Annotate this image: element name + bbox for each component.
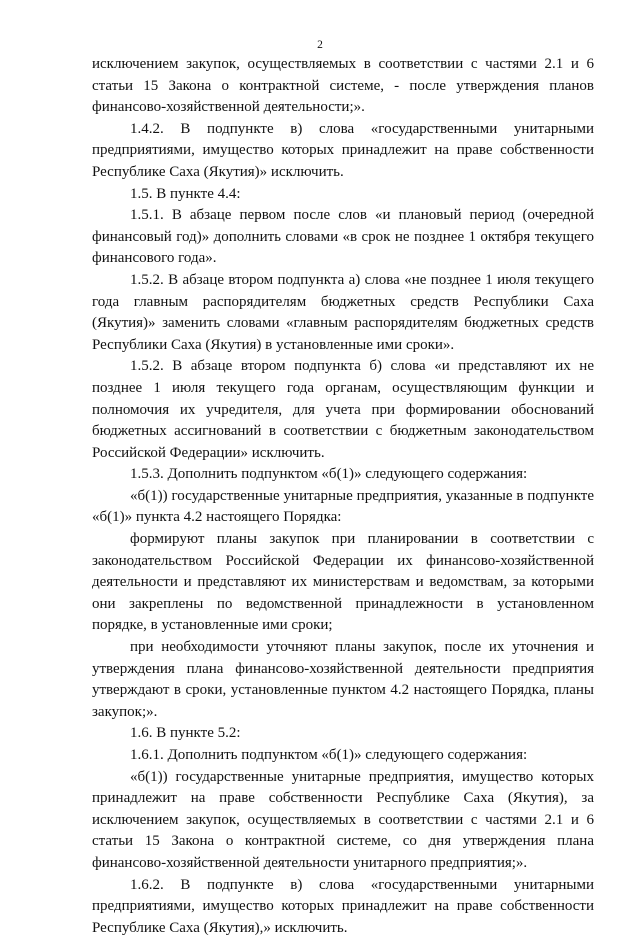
paragraph-1-6-1-text: «б(1)) государственные унитарные предприятия, имущество которых принадлежит на праве собственности Республике Саха (Якутия), за исключением закупок, осуществляемых в соответствии с частями 2.1 и 6 статьи 15 Закона о контрактной системе, со дня утверждения плана финансово-хозяйственной деятельности унитарного предприятия;». bbox=[92, 768, 594, 871]
paragraph-continuation: исключением закупок, осуществляемых в соответствии с частями 2.1 и 6 статьи 15 Закона о контрактной системе, - после утверждения планов финансово-хозяйственной деятельности;». bbox=[92, 56, 594, 116]
paragraph-1-5-2-b: 1.5.2. В абзаце втором подпункта б) слова «и представляют их не позднее 1 июля текущего года органам, осуществляющим функции и полномочия их учредителя, для учета при формировании обоснований бюджетных ассигнований в соответствии с бюджетным законодательством Российской Федерации» исключить. bbox=[92, 358, 594, 461]
paragraph-1-5-2-a: 1.5.2. В абзаце втором подпункта а) слова «не позднее 1 июля текущего года главным распорядителям бюджетных средств Республики Саха (Якутия)» заменить словами «главным распорядителям бюджетных средств Республики Саха (Якутия) в установленные ими сроки». bbox=[92, 271, 594, 353]
page-number: 2 bbox=[317, 39, 323, 51]
paragraph-1-5-1: 1.5.1. В абзаце первом после слов «и плановый период (очередной финансовый год)» дополнить словами «в срок не позднее 1 октября текущего финансового года». bbox=[92, 207, 594, 267]
paragraph-b1-form-plans: формируют планы закупок при планировании в соответствии с законодательством Российской Федерации их финансово-хозяйственной деятельности и представляют их министерствам и ведомствам, за которыми они закреплены по ведомственной принадлежности в установленном порядке, в установленные ими сроки; bbox=[92, 531, 594, 634]
paragraph-1-6-2: 1.6.2. В подпункте в) слова «государственными унитарными предприятиями, имущество которых принадлежит на праве собственности Республике Саха (Якутия),» исключить. bbox=[92, 876, 594, 936]
paragraph-1-5-3: 1.5.3. Дополнить подпунктом «б(1)» следующего содержания: bbox=[130, 466, 528, 483]
paragraph-1-5: 1.5. В пункте 4.4: bbox=[130, 185, 241, 202]
paragraph-b1-update-plans: при необходимости уточняют планы закупок, после их уточнения и утверждения плана финансово-хозяйственной деятельности предприятия утверждают в сроки, установленные пунктом 4.2 настоящего Порядка, планы закупок;». bbox=[92, 639, 594, 720]
paragraph-b1-intro: «б(1)) государственные унитарные предприятия, указанные в подпункте «б(1)» пункта 4.2 настоящего Порядка: bbox=[92, 487, 594, 526]
document-body bbox=[92, 54, 594, 939]
paragraph-1-6: 1.6. В пункте 5.2: bbox=[130, 725, 241, 742]
paragraph-1-6-1: 1.6.1. Дополнить подпунктом «б(1)» следующего содержания: bbox=[130, 747, 528, 763]
paragraph-1-4-2: 1.4.2. В подпункте в) слова «государственными унитарными предприятиями, имущество которых принадлежит на праве собственности Республике Саха (Якутия)» исключить. bbox=[92, 120, 594, 180]
